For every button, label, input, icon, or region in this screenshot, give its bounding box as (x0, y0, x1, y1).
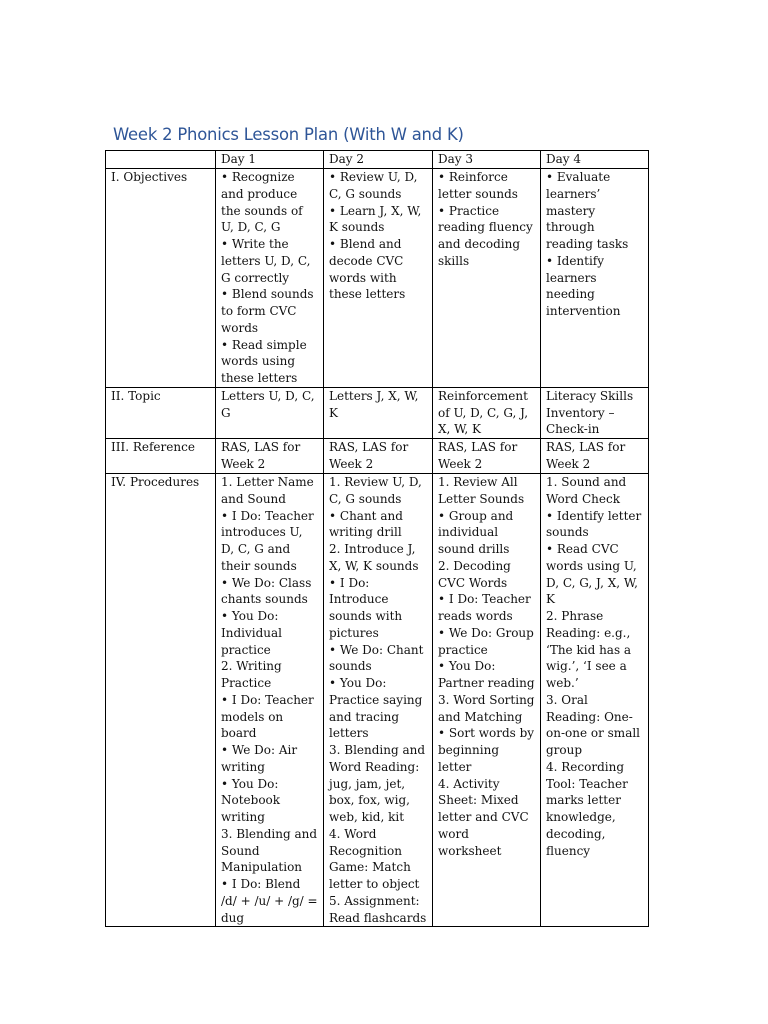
cell-line: 3. Blending and Word Reading: jug, jam, jet, box, fox, wig, web, kid, kit (329, 743, 426, 824)
cell-line: 1. Review All Letter Sounds (438, 475, 525, 506)
table-row-topic (106, 387, 649, 438)
cell-topic-day-3 (433, 387, 541, 438)
cell-line: • You Do: Individual practice (221, 609, 283, 657)
cell-line: Reinforcement of U, D, C, G, J, X, W, K (438, 388, 529, 437)
cell-objectives-day-1 (216, 169, 324, 388)
cell-line: • You Do: Notebook writing (221, 776, 281, 824)
cell-line: • We Do: Air writing (221, 743, 298, 774)
cell-topic-day-1 (216, 387, 324, 438)
cell-line: 1. Review U, D, C, G sounds (329, 475, 422, 506)
cell-line: • I Do: Teacher models on board (221, 692, 314, 741)
cell-line: 2. Writing Practice (221, 659, 282, 690)
cell-line: • Evaluate learners’ mastery through reading tasks (546, 170, 629, 251)
cell-line: RAS, LAS for Week 2 (438, 440, 518, 471)
cell-topic-day-4 (541, 387, 649, 438)
table-row-procedures (106, 474, 649, 927)
header-cell-day-1: Day 1 (216, 151, 324, 169)
cell-line: • You Do: Practice saying and tracing letters (329, 676, 423, 741)
cell-line: • Blend sounds to form CVC words (221, 287, 314, 335)
header-cell-day-2: Day 2 (324, 151, 433, 169)
cell-line: • Blend and decode CVC words with these letters (329, 237, 406, 302)
cell-line: • Group and individual sound drills (438, 508, 514, 556)
cell-line: • Learn J, X, W, K sounds (329, 203, 422, 235)
document-title: Week 2 Phonics Lesson Plan (With W and K) (113, 125, 464, 144)
cell-objectives-day-2 (324, 169, 433, 388)
cell-reference-day-1 (216, 439, 324, 474)
cell-line: 4. Word Recognition Game: Match letter to object (329, 826, 420, 891)
cell-line: • We Do: Chant sounds (329, 642, 424, 674)
row-label-procedures: IV. Procedures (106, 474, 216, 927)
header-cell-blank (106, 151, 216, 169)
cell-line: • I Do: Introduce sounds with pictures (329, 575, 403, 640)
cell-line: 1. Letter Name and Sound (221, 475, 314, 506)
cell-line: Letters U, D, C, G (221, 388, 315, 420)
cell-line: • Recognize and produce the sounds of U, D, C, G (221, 170, 303, 235)
table-row-objectives (106, 169, 649, 388)
table-header-row (106, 151, 649, 169)
cell-line: • Read simple words using these letters (221, 337, 307, 385)
cell-line: 2. Phrase Reading: e.g., ‘The kid has a wig.’, ‘I see a web.’ (546, 609, 632, 690)
cell-line: Literacy Skills Inventory – Check-in (546, 388, 634, 437)
cell-line: RAS, LAS for Week 2 (221, 440, 301, 471)
cell-line: • Identify letter sounds (546, 508, 642, 540)
cell-procedures-day-2 (324, 474, 433, 927)
cell-line: 3. Word Sorting and Matching (438, 692, 535, 724)
cell-procedures-day-4 (541, 474, 649, 927)
cell-reference-day-2 (324, 439, 433, 474)
cell-line: RAS, LAS for Week 2 (329, 440, 409, 471)
cell-line: • Read CVC words using U, D, C, G, J, X, W, K (546, 542, 638, 607)
cell-objectives-day-4 (541, 169, 649, 388)
cell-line: 2. Decoding CVC Words (438, 558, 511, 590)
cell-line: • Sort words by beginning letter (438, 726, 535, 774)
table-row-reference (106, 439, 649, 474)
cell-reference-day-3 (433, 439, 541, 474)
cell-topic-day-2 (324, 387, 433, 438)
cell-line: 5. Assignment: Read flashcards (329, 893, 427, 925)
cell-line: RAS, LAS for Week 2 (546, 440, 626, 471)
cell-line: • I Do: Teacher introduces U, D, C, G and their sounds (221, 508, 314, 573)
cell-line: 2. Introduce J, X, W, K sounds (329, 542, 419, 573)
cell-procedures-day-3 (433, 474, 541, 927)
row-label-reference: III. Reference (106, 439, 216, 474)
header-cell-day-3: Day 3 (433, 151, 541, 169)
cell-line: • Identify learners needing intervention (546, 253, 621, 318)
cell-line: • I Do: Blend /d/ + /u/ + /g/ = dug (221, 877, 318, 925)
cell-line: 3. Blending and Sound Manipulation (221, 826, 318, 875)
row-label-objectives: I. Objectives (106, 169, 216, 388)
cell-line: • You Do: Partner reading (438, 659, 535, 690)
cell-line: • We Do: Group practice (438, 625, 534, 657)
cell-line: • Write the letters U, D, C, G correctly (221, 237, 311, 285)
cell-line: 3. Oral Reading: One-on-one or small group (546, 692, 641, 757)
header-cell-day-4: Day 4 (541, 151, 649, 169)
cell-line: • Reinforce letter sounds (438, 170, 518, 201)
cell-line: • I Do: Teacher reads words (438, 592, 531, 623)
cell-line: Letters J, X, W, K (329, 388, 419, 420)
cell-line: 4. Activity Sheet: Mixed letter and CVC word worksheet (438, 776, 529, 858)
row-label-topic: II. Topic (106, 387, 216, 438)
cell-line: • We Do: Class chants sounds (221, 575, 312, 607)
cell-procedures-day-1 (216, 474, 324, 927)
cell-line: • Practice reading fluency and decoding skills (438, 203, 533, 268)
cell-line: 1. Sound and Word Check (546, 475, 627, 506)
cell-reference-day-4 (541, 439, 649, 474)
cell-line: • Review U, D, C, G sounds (329, 170, 418, 201)
cell-line: • Chant and writing drill (329, 508, 403, 540)
lesson-plan-table (105, 150, 649, 927)
cell-line: 4. Recording Tool: Teacher marks letter knowledge, decoding, fluency (546, 759, 628, 858)
cell-objectives-day-3 (433, 169, 541, 388)
